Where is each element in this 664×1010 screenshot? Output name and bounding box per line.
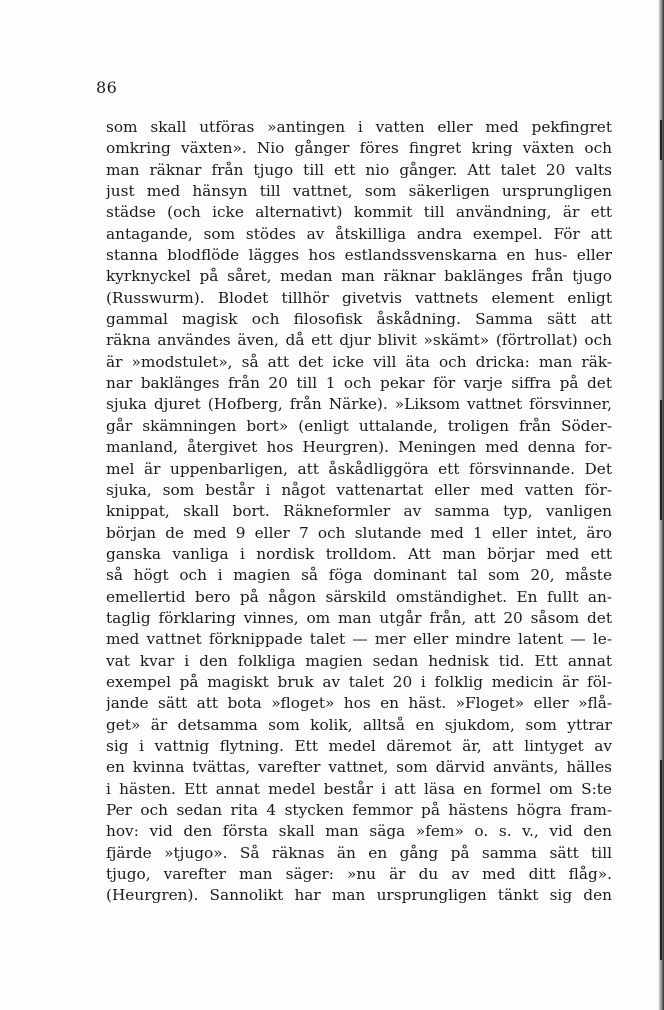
text-line: stanna blodflöde lägges hos estlandssvenskarna en hus- eller (106, 246, 612, 265)
text-line: fjärde »tjugo». Så räknas än en gång på samma sätt till (106, 843, 612, 862)
text-line: är »modstulet», så att det icke vill äta och dricka: man räk- (106, 352, 612, 371)
text-line: exempel på magiskt bruk av talet 20 i folklig medicin är föl- (106, 672, 612, 691)
page-edge-mark (660, 760, 662, 960)
text-line: omkring växten». Nio gånger föres fingret kring växten och (106, 139, 612, 158)
text-line: i hästen. Ett annat medel består i att läsa en formel om S:te (106, 779, 612, 798)
text-line: Per och sedan rita 4 stycken femmor på hästens högra fram- (106, 801, 612, 819)
text-line: nar baklänges från 20 till 1 och pekar för varje siffra på det (106, 374, 612, 393)
text-line: räkna användes även, då ett djur blivit »skämt» (förtrollat) och (106, 331, 612, 350)
text-line: början de med 9 eller 7 och slutande med 1 eller intet, äro (106, 523, 612, 542)
text-line: som skall utföras »antingen i vatten eller med pekfingret (106, 118, 612, 136)
text-line: sjuka djuret (Hofberg, från Närke). »Liksom vattnet försvinner, (106, 395, 612, 414)
page-edge-mark (660, 120, 662, 160)
text-line: manland, återgivet hos Heurgren). Meningen med denna for- (106, 438, 612, 457)
text-line: går skämningen bort» (enligt uttalande, troligen från Söder- (106, 416, 612, 435)
text-line: hov: vid den första skall man säga »fem» o. s. v., vid den (106, 822, 612, 841)
text-line: taglig förklaring vinnes, om man utgår från, att 20 såsom det (106, 608, 612, 627)
text-line: ganska vanliga i nordisk trolldom. Att man börjar med ett (106, 544, 612, 563)
text-line: vat kvar i den folkliga magien sedan hednisk tid. Ett annat (106, 651, 612, 670)
text-line: jande sätt att bota »floget» hos en häst. »Floget» eller »flå- (106, 694, 612, 713)
text-line: tjugo, varefter man säger: »nu är du av med ditt flåg». (106, 865, 612, 884)
text-line: get» är detsamma som kolik, alltså en sjukdom, som yttrar (106, 715, 612, 734)
text-line: städse (och icke alternativt) kommit till användning, är ett (106, 203, 612, 222)
text-line: så högt och i magien så föga dominant tal som 20, måste (106, 566, 612, 585)
text-line: (Russwurm). Blodet tillhör givetvis vattnets element enligt (106, 288, 612, 307)
text-line: mel är uppenbarligen, att åskådliggöra ett försvinnande. Det (106, 459, 612, 478)
page-edge-mark (660, 400, 662, 520)
page-number: 86 (96, 78, 118, 97)
text-line: knippat, skall bort. Räkneformler av samma typ, vanligen (106, 502, 612, 521)
text-line: just med hänsyn till vattnet, som säkerligen ursprungligen (106, 182, 612, 201)
text-line: kyrknyckel på såret, medan man räknar baklänges från tjugo (106, 267, 612, 286)
text-line: man räknar från tjugo till ett nio gånger. Att talet 20 valts (106, 160, 612, 179)
text-line: en kvinna tvättas, varefter vattnet, som därvid använts, hälles (106, 758, 612, 777)
text-line: sig i vattnig flytning. Ett medel däremot är, att lintyget av (106, 736, 612, 755)
text-line: antagande, som stödes av åtskilliga andra exempel. För att (106, 224, 612, 243)
text-line: emellertid bero på någon särskild omständighet. En fullt an- (106, 587, 612, 606)
text-line: (Heurgren). Sannolikt har man ursprungligen tänkt sig den (106, 886, 612, 905)
text-line: med vattnet förknippade talet — mer eller mindre latent — le- (106, 630, 612, 649)
text-line: gammal magisk och filosofisk åskådning. Samma sätt att (106, 310, 612, 329)
body-text (106, 117, 612, 907)
text-line: sjuka, som består i något vattenartat eller med vatten för- (106, 480, 612, 499)
